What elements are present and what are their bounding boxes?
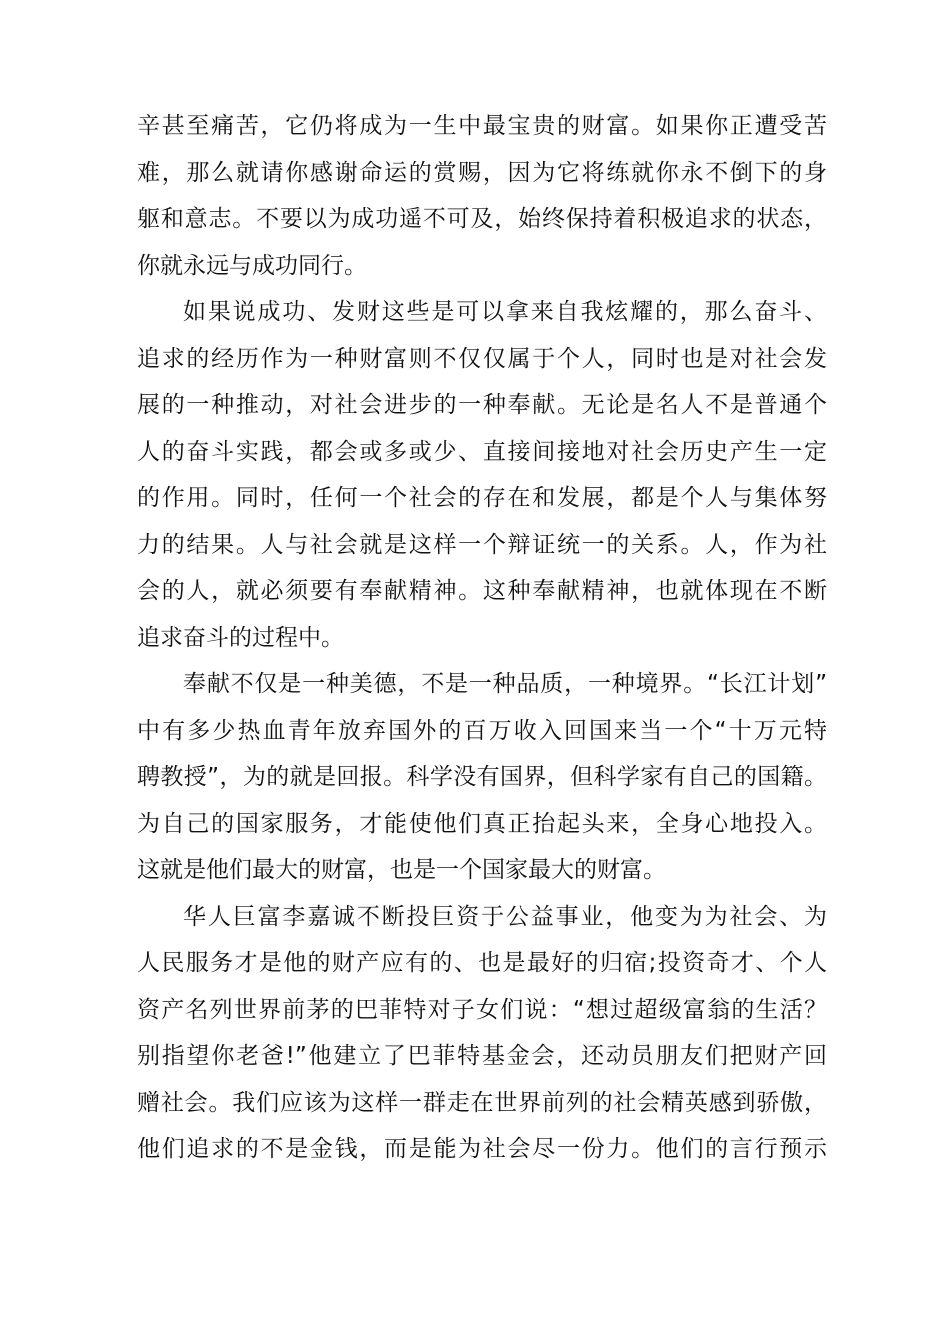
paragraph-4-line-3: 资产名列世界前茅的巴菲特对子女们说：“想过超级富翁的生活？ xyxy=(137,996,827,1023)
paragraph-2-line-6: 力的结果。人与社会就是这样一个辩证统一的关系。人，作为社 xyxy=(137,531,827,558)
paragraph-4-line-5: 赠社会。我们应该为这样一群走在世界前列的社会精英感到骄傲， xyxy=(137,1089,827,1116)
paragraph-3-line-4: 为自己的国家服务，才能使他们真正抬起头来，全身心地投入。 xyxy=(137,810,827,837)
paragraph-4-line-6: 他们追求的不是金钱，而是能为社会尽一份力。他们的言行预示 xyxy=(137,1136,827,1162)
paragraph-4-line-1: 华人巨富李嘉诚不断投巨资于公益事业，他变为为社会、为 xyxy=(183,903,827,930)
paragraph-2-line-2: 追求的经历作为一种财富则不仅仅属于个人，同时也是对社会发 xyxy=(137,345,827,372)
paragraph-3-line-3: 聘教授”，为的就是回报。科学没有国界，但科学家有自己的国籍。 xyxy=(137,764,827,790)
paragraph-1-line-4: 你就永远与成功同行。 xyxy=(137,252,367,279)
paragraph-2-line-7: 会的人，就必须要有奉献精神。这种奉献精神，也就体现在不断 xyxy=(137,578,827,604)
paragraph-1-line-1: 辛甚至痛苦，它仍将成为一生中最宝贵的财富。如果你正遭受苦 xyxy=(137,113,827,139)
paragraph-3-line-2: 中有多少热血青年放弃国外的百万收入回国来当一个“十万元特 xyxy=(137,717,827,744)
paragraph-1-line-3: 躯和意志。不要以为成功遥不可及，始终保持着积极追求的状态， xyxy=(137,206,827,232)
paragraph-2-line-5: 的作用。同时，任何一个社会的存在和发展，都是个人与集体努 xyxy=(137,485,827,511)
paragraph-2-line-8: 追求奋斗的过程中。 xyxy=(137,624,344,651)
paragraph-4-line-4: 别指望你老爸!”他建立了巴菲特基金会，还动员朋友们把财产回 xyxy=(137,1043,827,1069)
paragraph-2-line-3: 展的一种推动，对社会进步的一种奉献。无论是名人不是普通个 xyxy=(137,392,827,418)
paragraph-1-line-2: 难，那么就请你感谢命运的赏赐，因为它将练就你永不倒下的身 xyxy=(137,159,827,186)
paragraph-4-line-2: 人民服务才是他的财产应有的、也是最好的归宿;投资奇才、个人 xyxy=(137,950,827,976)
paragraph-3-line-5: 这就是他们最大的财富，也是一个国家最大的财富。 xyxy=(137,857,666,883)
paragraph-2-line-4: 人的奋斗实践，都会或多或少、直接间接地对社会历史产生一定 xyxy=(137,438,827,465)
body-text xyxy=(137,103,827,1173)
paragraph-3-line-1: 奉献不仅是一种美德，不是一种品质，一种境界。“长江计划” xyxy=(183,671,827,697)
paragraph-2-line-1: 如果说成功、发财这些是可以拿来自我炫耀的，那么奋斗、 xyxy=(183,299,827,325)
